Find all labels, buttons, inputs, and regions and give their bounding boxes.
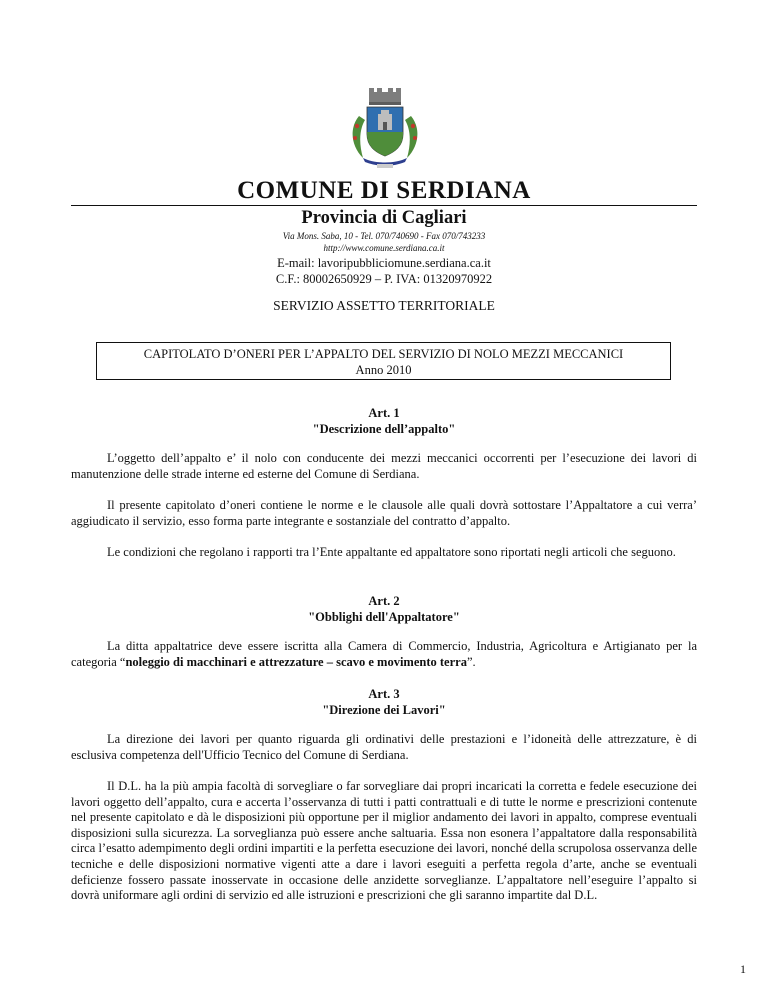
- article-1-heading: [71, 405, 697, 437]
- paragraph-text-end: ”.: [466, 654, 476, 669]
- municipal-coat-of-arms-icon: [345, 86, 425, 172]
- paragraph-text: L’oggetto dell’appalto e’ il nolo con conducente dei mezzi meccanici occorrenti per l’esecuzione dei lavori di manutenzione delle strade interne ed esterne del Comune di Serdiana.: [71, 451, 697, 481]
- article-title: "Direzione dei Lavori": [322, 703, 446, 717]
- article-number: Art. 1: [368, 406, 400, 420]
- document-title: CAPITOLATO D’ONERI PER L’APPALTO DEL SERVIZIO DI NOLO MEZZI MECCANICI: [143, 347, 624, 361]
- email-line: E-mail: lavoripubbliciomune.serdiana.ca.it: [277, 256, 491, 270]
- paragraph-text: Le condizioni che regolano i rapporti tra l’Ente appaltante ed appaltatore sono riportati negli articoli che seguono.: [107, 545, 676, 559]
- article-3-paragraph-2: [71, 779, 697, 904]
- address-line: Via Mons. Saba, 10 - Tel. 070/740690 - Fax 070/743233: [282, 231, 486, 241]
- article-1-paragraph-3: [71, 545, 697, 561]
- article-1-paragraph-2: [71, 498, 697, 529]
- tax-id-line: C.F.: 80002650929 – P. IVA: 01320970922: [275, 272, 493, 286]
- article-2-heading: [71, 593, 697, 625]
- article-2-paragraph-1: [71, 639, 697, 670]
- website-line: http://www.comune.serdiana.ca.it: [323, 243, 445, 253]
- document-year: Anno 2010: [355, 363, 412, 377]
- page-number: 1: [740, 962, 746, 976]
- article-3-heading: [71, 686, 697, 718]
- article-3-paragraph-1: [71, 732, 697, 763]
- service-name: SERVIZIO ASSETTO TERRITORIALE: [273, 298, 495, 313]
- municipality-title: COMUNE DI SERDIANA: [237, 177, 531, 204]
- article-1-paragraph-1: [71, 451, 697, 482]
- category-emphasis: noleggio di macchinari e attrezzature – scavo e movimento terra: [125, 654, 467, 669]
- province-name: Provincia di Cagliari: [301, 208, 467, 228]
- article-number: Art. 2: [368, 594, 400, 608]
- article-title: "Obblighi dell'Appaltatore": [308, 610, 460, 624]
- paragraph-text: Il D.L. ha la più ampia facoltà di sorvegliare o far sorvegliare dai propri incaricati la corretta e fedele esecuzione dei lavori oggetto dell’appalto, cura e accerta l’osservanza di tutti i patti contrattuali e di tutte le norme e prescrizioni contenute nel presente capitolato e dà le disposizioni più opportune per il miglior andamento dei lavori in appalto, comprese eventuali disposizioni sulla sicurezza. La sorveglianza può essere anche saltuaria. Essa non esonera l’appaltatore dalla responsabilità circa l’esatto adempimento degli ordini impartiti e la perfetta esecuzione dei lavori, nonché della scrupolosa osservanza delle tecniche e delle disposizioni normative vigenti atte a dare i lavori eseguiti a perfetta regola d’arte, anche se eventuali deficienze fossero passate inosservate in occasione delle anzidette sorveglianze. L’appaltatore nell’eseguire l’appalto si dovrà uniformare agli ordini di servizio ed alle istruzioni e prescrizioni che gli saranno impartite dal D.L.: [71, 779, 697, 903]
- document-title-box: [96, 342, 671, 380]
- paragraph-text: La direzione dei lavori per quanto riguarda gli ordinativi delle prestazioni e l’idoneità delle attrezzature, è di esclusiva competenza dell'Ufficio Tecnico del Comune di Serdiana.: [71, 732, 697, 762]
- paragraph-text: Il presente capitolato d’oneri contiene le norme e le clausole alle quali dovrà sottostare l’Appaltatore a cui verra’ aggiudicato il servizio, esso forma parte integrante e sostanziale del contratto d’appalto.: [71, 498, 697, 528]
- paragraph-text: La ditta appaltatrice deve essere iscritta alla Camera di Commercio, Industria, Agricoltura e Artigianato per la categoria “: [71, 639, 697, 669]
- article-number: Art. 3: [368, 687, 400, 701]
- article-title: "Descrizione dell’appalto": [312, 422, 456, 436]
- title-divider: [71, 205, 697, 206]
